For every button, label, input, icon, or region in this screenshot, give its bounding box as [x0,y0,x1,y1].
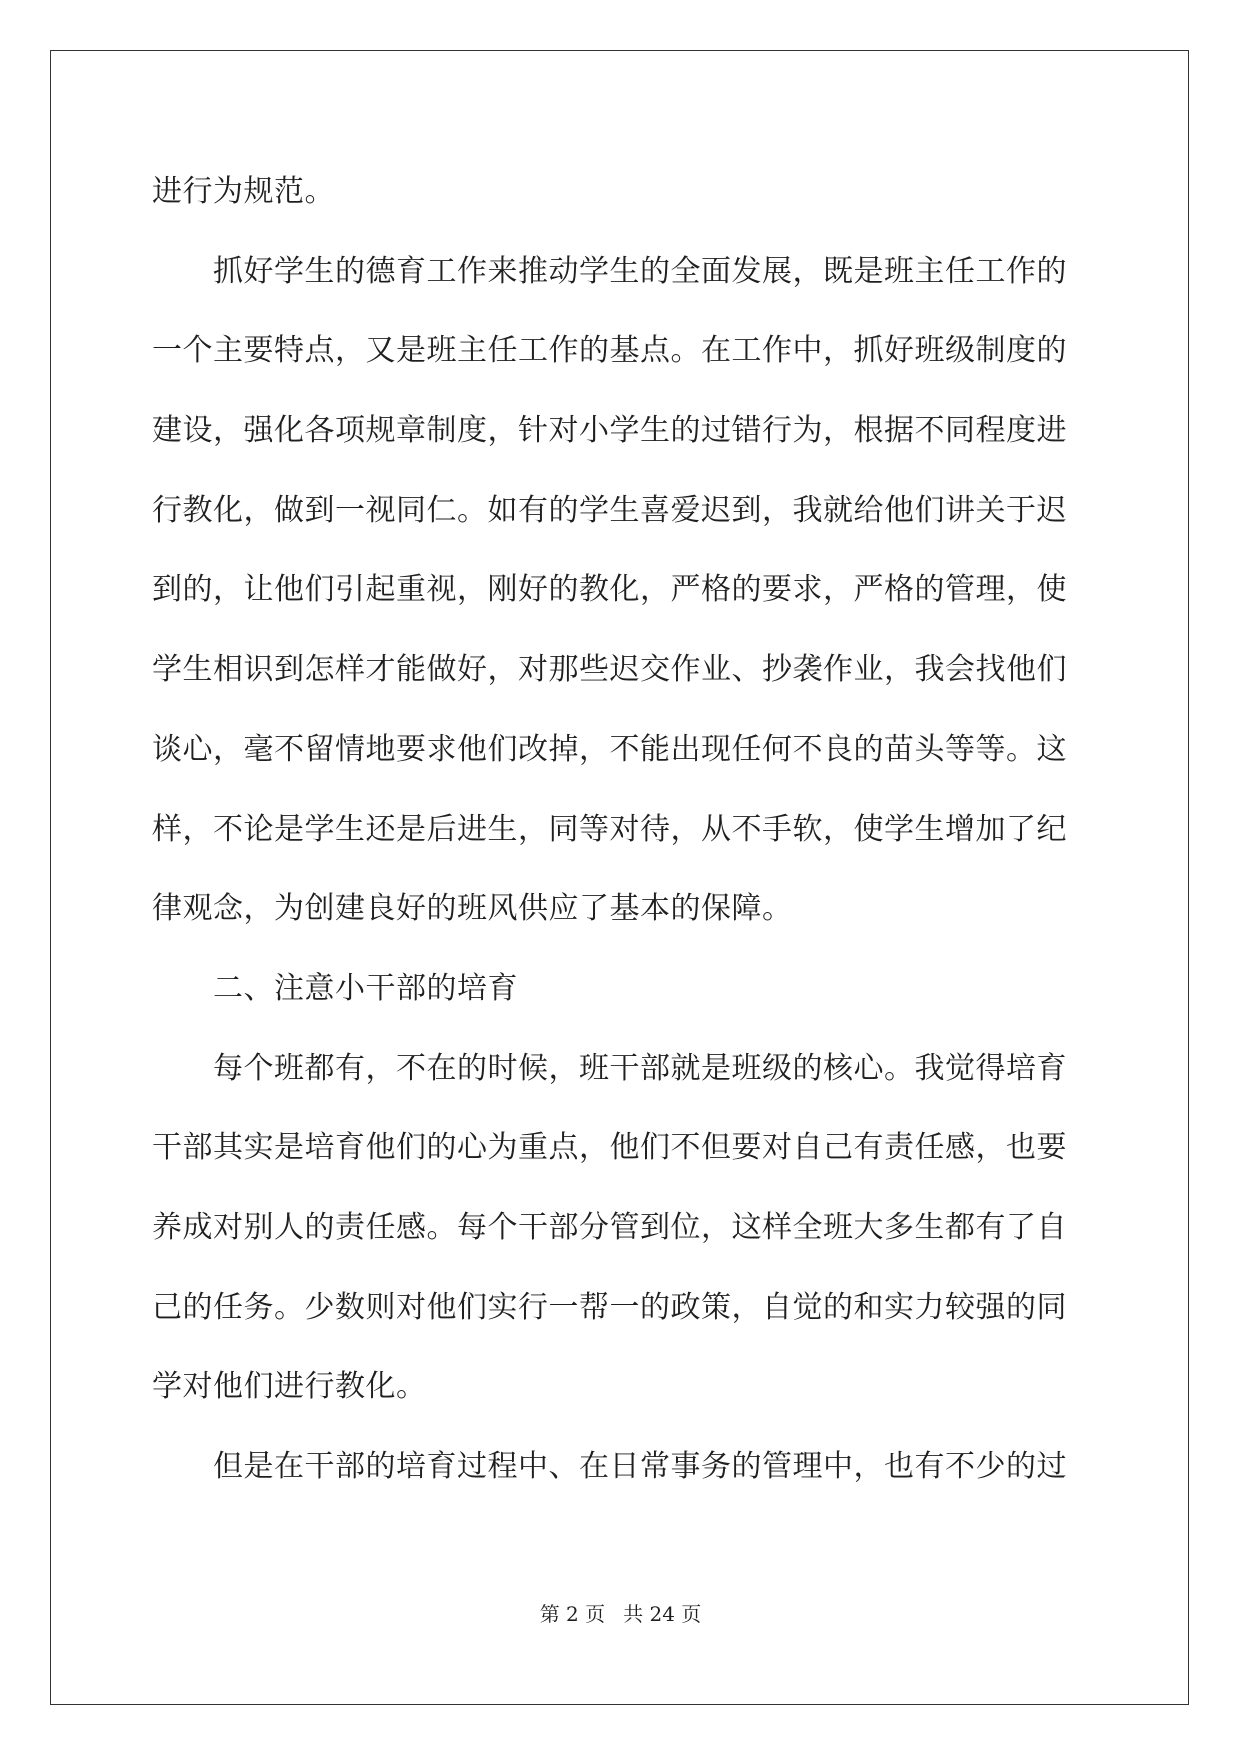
page-number: 第 2 页 [539,1602,606,1626]
text-line-12: 每个班都有，不在的时候，班干部就是班级的核心。我觉得培育 [152,1051,1067,1086]
section-heading: 二、注意小干部的培育 [152,971,518,1006]
text-line-15: 己的任务。少数则对他们实行一帮一的政策，自觉的和实力较强的同 [152,1290,1067,1325]
text-line-14: 养成对别人的责任感。每个干部分管到位，这样全班大多生都有了自 [152,1210,1067,1245]
text-line-8: 谈心，毫不留情地要求他们改掉，不能出现任何不良的苗头等等。这 [152,732,1067,767]
text-line-10: 律观念，为创建良好的班风供应了基本的保障。 [152,891,793,926]
text-line-1: 进行为规范。 [152,174,335,209]
text-line-16: 学对他们进行教化。 [152,1369,427,1404]
text-line-6: 到的，让他们引起重视，刚好的教化，严格的要求，严格的管理，使 [152,572,1067,607]
text-line-7: 学生相识到怎样才能做好，对那些迟交作业、抄袭作业，我会找他们 [152,652,1067,687]
text-line-4: 建设，强化各项规章制度，针对小学生的过错行为，根据不同程度进 [152,413,1067,448]
text-line-2: 抓好学生的德育工作来推动学生的全面发展，既是班主任工作的 [152,254,1067,289]
text-line-13: 干部其实是培育他们的心为重点，他们不但要对自己有责任感，也要 [152,1130,1067,1165]
total-pages: 共 24 页 [623,1602,702,1626]
text-line-3: 一个主要特点，又是班主任工作的基点。在工作中，抓好班级制度的 [152,333,1067,368]
page-footer [0,1600,1241,1628]
text-line-17: 但是在干部的培育过程中、在日常事务的管理中，也有不少的过 [152,1449,1067,1484]
text-line-5: 行教化，做到一视同仁。如有的学生喜爱迟到，我就给他们讲关于迟 [152,493,1067,528]
text-line-9: 样，不论是学生还是后进生，同等对待，从不手软，使学生增加了纪 [152,812,1067,847]
